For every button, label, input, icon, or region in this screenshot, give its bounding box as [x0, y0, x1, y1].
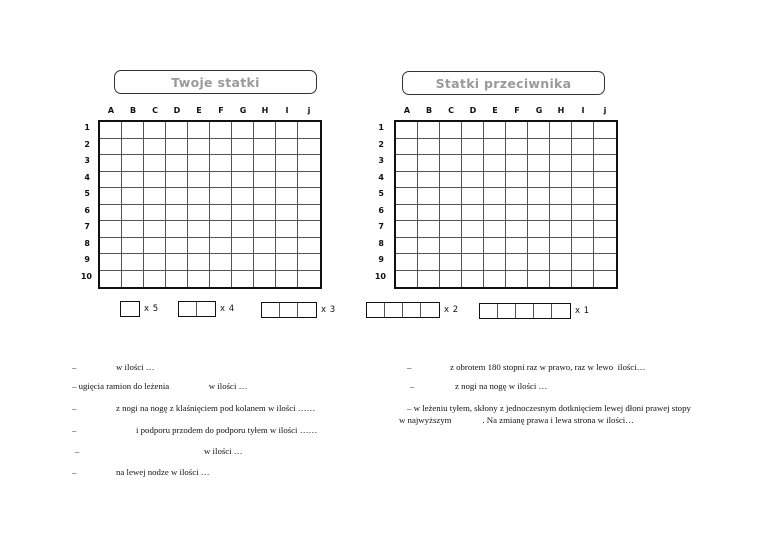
grid-cell[interactable] [528, 271, 550, 288]
grid-cell[interactable] [276, 238, 298, 255]
grid-cell[interactable] [462, 254, 484, 271]
column-label: G [239, 106, 247, 115]
exercise-line: – w leżeniu tyłem, skłony z jednoczesnym dotknięciem lewej dłoni prawej stopy [407, 403, 691, 413]
grid-cell[interactable] [122, 254, 144, 271]
grid-cell[interactable] [100, 221, 122, 238]
grid-cell[interactable] [298, 238, 320, 255]
grid-cell[interactable] [572, 122, 594, 139]
exercise-line: z nogi na nogę z klaśnięciem pod kolanem w ilości …… [116, 403, 316, 413]
grid-cell[interactable] [418, 155, 440, 172]
grid-cell[interactable] [100, 172, 122, 189]
grid-cell[interactable] [440, 271, 462, 288]
row-label: 1 [378, 123, 384, 132]
ship-shape-3 [261, 302, 317, 318]
grid-cell[interactable] [572, 139, 594, 156]
grid-cell[interactable] [594, 221, 616, 238]
grid-cell[interactable] [210, 172, 232, 189]
grid-cell[interactable] [572, 188, 594, 205]
ship-legend-5 [479, 303, 590, 319]
exercise-line: – ugięcia ramion do leżenia w ilości … [72, 381, 248, 391]
ship-segment [403, 303, 421, 317]
grid-cell[interactable] [232, 122, 254, 139]
grid-cell[interactable] [166, 122, 188, 139]
ship-shape-1 [120, 301, 140, 317]
grid-cell[interactable] [550, 155, 572, 172]
grid-cell[interactable] [396, 271, 418, 288]
grid-cell[interactable] [298, 139, 320, 156]
exercise-line: z nogi na nogę w ilości … [455, 381, 548, 391]
grid-cell[interactable] [550, 221, 572, 238]
grid-cell[interactable] [254, 122, 276, 139]
grid-cell[interactable] [232, 172, 254, 189]
grid-cell[interactable] [188, 254, 210, 271]
grid-cell[interactable] [528, 122, 550, 139]
exercise-dash: – [72, 362, 77, 372]
column-label: j [603, 106, 607, 115]
grid-cell[interactable] [550, 254, 572, 271]
grid-cell[interactable] [210, 139, 232, 156]
exercise-dash: – [72, 403, 77, 413]
grid-cell[interactable] [506, 155, 528, 172]
own-board-title: Twoje statki [114, 70, 317, 94]
grid-cell[interactable] [440, 172, 462, 189]
grid-cell[interactable] [100, 271, 122, 288]
ship-count: x 4 [220, 304, 235, 314]
grid-cell[interactable] [144, 122, 166, 139]
grid-cell[interactable] [122, 155, 144, 172]
grid-cell[interactable] [122, 238, 144, 255]
grid-cell[interactable] [462, 122, 484, 139]
own-board-grid [98, 120, 322, 289]
grid-cell[interactable] [418, 188, 440, 205]
grid-cell[interactable] [440, 238, 462, 255]
ship-segment [421, 303, 439, 317]
grid-cell[interactable] [594, 188, 616, 205]
column-label: F [514, 106, 520, 115]
exercise-dash: – [75, 446, 80, 456]
ship-segment [298, 303, 316, 317]
grid-cell[interactable] [210, 271, 232, 288]
grid-cell[interactable] [210, 205, 232, 222]
grid-cell[interactable] [440, 254, 462, 271]
grid-cell[interactable] [188, 238, 210, 255]
grid-cell[interactable] [572, 238, 594, 255]
grid-cell[interactable] [418, 254, 440, 271]
grid-cell[interactable] [276, 139, 298, 156]
grid-cell[interactable] [506, 172, 528, 189]
grid-cell[interactable] [396, 122, 418, 139]
grid-cell[interactable] [506, 221, 528, 238]
row-label: 4 [378, 172, 384, 182]
grid-cell[interactable] [462, 221, 484, 238]
grid-cell[interactable] [100, 188, 122, 205]
grid-cell[interactable] [122, 172, 144, 189]
grid-cell[interactable] [254, 271, 276, 288]
grid-cell[interactable] [572, 172, 594, 189]
row-label: 6 [378, 205, 384, 215]
grid-cell[interactable] [418, 139, 440, 156]
grid-cell[interactable] [594, 238, 616, 255]
exercise-line: w ilości … [204, 446, 243, 456]
grid-cell[interactable] [210, 155, 232, 172]
ship-shape-5 [479, 303, 571, 319]
grid-cell[interactable] [484, 221, 506, 238]
ship-count: x 2 [444, 305, 459, 315]
ship-legend-4 [366, 302, 459, 318]
grid-cell[interactable] [232, 221, 254, 238]
grid-cell[interactable] [484, 155, 506, 172]
ship-count: x 1 [575, 306, 590, 316]
grid-cell[interactable] [122, 205, 144, 222]
grid-cell[interactable] [396, 205, 418, 222]
grid-cell[interactable] [550, 139, 572, 156]
grid-cell[interactable] [550, 238, 572, 255]
grid-cell[interactable] [572, 271, 594, 288]
grid-cell[interactable] [166, 205, 188, 222]
grid-cell[interactable] [462, 205, 484, 222]
grid-cell[interactable] [298, 122, 320, 139]
grid-cell[interactable] [166, 254, 188, 271]
grid-cell[interactable] [298, 271, 320, 288]
grid-cell[interactable] [506, 188, 528, 205]
grid-cell[interactable] [166, 139, 188, 156]
grid-cell[interactable] [484, 205, 506, 222]
grid-cell[interactable] [276, 221, 298, 238]
grid-cell[interactable] [210, 122, 232, 139]
column-label: A [107, 106, 115, 115]
grid-cell[interactable] [254, 139, 276, 156]
grid-cell[interactable] [594, 155, 616, 172]
grid-cell[interactable] [396, 238, 418, 255]
grid-cell[interactable] [440, 205, 462, 222]
grid-cell[interactable] [528, 254, 550, 271]
grid-cell[interactable] [484, 139, 506, 156]
grid-cell[interactable] [100, 122, 122, 139]
grid-cell[interactable] [594, 254, 616, 271]
column-label: C [448, 106, 454, 115]
grid-cell[interactable] [144, 172, 166, 189]
grid-cell[interactable] [298, 221, 320, 238]
column-label: I [581, 106, 585, 115]
grid-cell[interactable] [418, 238, 440, 255]
grid-cell[interactable] [254, 205, 276, 222]
ship-shape-4 [366, 302, 440, 318]
grid-cell[interactable] [528, 155, 550, 172]
grid-cell[interactable] [254, 254, 276, 271]
column-label: G [535, 106, 543, 115]
grid-cell[interactable] [100, 254, 122, 271]
grid-cell[interactable] [440, 221, 462, 238]
exercise-line: w ilości … [116, 362, 155, 372]
grid-cell[interactable] [254, 221, 276, 238]
row-label: 8 [84, 238, 90, 248]
grid-cell[interactable] [572, 205, 594, 222]
grid-cell[interactable] [188, 139, 210, 156]
grid-cell[interactable] [188, 122, 210, 139]
grid-cell[interactable] [572, 254, 594, 271]
row-label: 3 [84, 156, 90, 165]
grid-cell[interactable] [462, 172, 484, 189]
grid-cell[interactable] [276, 188, 298, 205]
grid-cell[interactable] [232, 254, 254, 271]
grid-cell[interactable] [232, 139, 254, 156]
grid-cell[interactable] [188, 172, 210, 189]
grid-cell[interactable] [210, 188, 232, 205]
grid-cell[interactable] [528, 172, 550, 189]
grid-cell[interactable] [298, 205, 320, 222]
grid-cell[interactable] [254, 238, 276, 255]
grid-cell[interactable] [418, 221, 440, 238]
grid-cell[interactable] [462, 188, 484, 205]
grid-cell[interactable] [396, 155, 418, 172]
column-label: H [557, 106, 565, 115]
row-label: 9 [84, 255, 90, 264]
grid-cell[interactable] [100, 238, 122, 255]
grid-cell[interactable] [210, 254, 232, 271]
grid-cell[interactable] [506, 238, 528, 255]
grid-cell[interactable] [210, 238, 232, 255]
grid-cell[interactable] [298, 172, 320, 189]
grid-cell[interactable] [100, 205, 122, 222]
grid-cell[interactable] [418, 271, 440, 288]
column-label: E [492, 106, 498, 115]
ship-segment [280, 303, 298, 317]
ship-segment [385, 303, 403, 317]
grid-cell[interactable] [528, 139, 550, 156]
ship-shape-2 [178, 301, 216, 317]
grid-cell[interactable] [188, 188, 210, 205]
grid-cell[interactable] [122, 271, 144, 288]
grid-cell[interactable] [298, 254, 320, 271]
grid-cell[interactable] [572, 155, 594, 172]
exercise-line: w najwyższym . Na zmianę prawa i lewa strona w ilości… [399, 415, 635, 425]
grid-cell[interactable] [166, 238, 188, 255]
grid-cell[interactable] [506, 271, 528, 288]
grid-cell[interactable] [144, 155, 166, 172]
row-label: 9 [378, 255, 384, 264]
row-label: 2 [84, 139, 90, 149]
ship-segment [480, 304, 498, 318]
grid-cell[interactable] [550, 122, 572, 139]
grid-cell[interactable] [396, 188, 418, 205]
grid-cell[interactable] [506, 139, 528, 156]
grid-cell[interactable] [550, 172, 572, 189]
grid-cell[interactable] [528, 238, 550, 255]
grid-cell[interactable] [528, 188, 550, 205]
ship-segment [498, 304, 516, 318]
grid-cell[interactable] [572, 221, 594, 238]
grid-cell[interactable] [594, 271, 616, 288]
grid-cell[interactable] [276, 155, 298, 172]
grid-cell[interactable] [232, 188, 254, 205]
grid-cell[interactable] [418, 172, 440, 189]
grid-cell[interactable] [528, 205, 550, 222]
ship-segment [516, 304, 534, 318]
grid-cell[interactable] [396, 221, 418, 238]
grid-cell[interactable] [188, 155, 210, 172]
exercise-dash: – [72, 425, 77, 435]
row-label: 4 [84, 172, 90, 182]
column-label: D [469, 106, 477, 115]
grid-cell[interactable] [484, 238, 506, 255]
grid-cell[interactable] [276, 205, 298, 222]
grid-cell[interactable] [276, 271, 298, 288]
grid-cell[interactable] [122, 188, 144, 205]
grid-cell[interactable] [506, 254, 528, 271]
grid-cell[interactable] [462, 155, 484, 172]
grid-cell[interactable] [166, 271, 188, 288]
exercise-line: z obrotem 180 stopni raz w prawo, raz w lewo ilości… [450, 362, 646, 372]
grid-cell[interactable] [550, 271, 572, 288]
grid-cell[interactable] [166, 155, 188, 172]
grid-cell[interactable] [254, 188, 276, 205]
column-label: A [403, 106, 411, 115]
column-label: D [173, 106, 181, 115]
grid-cell[interactable] [396, 254, 418, 271]
exercise-dash: – [72, 467, 77, 477]
grid-cell[interactable] [100, 139, 122, 156]
ship-legend-3 [261, 302, 336, 318]
grid-cell[interactable] [166, 172, 188, 189]
grid-cell[interactable] [506, 205, 528, 222]
row-label: 5 [378, 189, 384, 198]
grid-cell[interactable] [594, 205, 616, 222]
row-label: 6 [84, 205, 90, 215]
ship-segment [552, 304, 570, 318]
column-label: H [261, 106, 269, 115]
grid-cell[interactable] [462, 238, 484, 255]
enemy-board-title: Statki przeciwnika [402, 71, 605, 95]
grid-cell[interactable] [232, 155, 254, 172]
exercise-line: i podporu przodem do podporu tyłem w ilości …… [136, 425, 318, 435]
grid-cell[interactable] [550, 205, 572, 222]
grid-cell[interactable] [594, 172, 616, 189]
grid-cell[interactable] [462, 139, 484, 156]
grid-cell[interactable] [298, 155, 320, 172]
grid-cell[interactable] [418, 122, 440, 139]
grid-cell[interactable] [484, 172, 506, 189]
column-label: E [196, 106, 202, 115]
grid-cell[interactable] [122, 139, 144, 156]
grid-cell[interactable] [418, 205, 440, 222]
grid-cell[interactable] [232, 271, 254, 288]
grid-cell[interactable] [276, 172, 298, 189]
grid-cell[interactable] [440, 139, 462, 156]
grid-cell[interactable] [484, 188, 506, 205]
grid-cell[interactable] [276, 254, 298, 271]
grid-cell[interactable] [144, 238, 166, 255]
grid-cell[interactable] [484, 122, 506, 139]
grid-cell[interactable] [144, 188, 166, 205]
ship-segment [367, 303, 385, 317]
grid-cell[interactable] [122, 122, 144, 139]
ship-legend-1 [120, 301, 159, 317]
row-label: 2 [378, 139, 384, 149]
grid-cell[interactable] [210, 221, 232, 238]
ship-legend-2 [178, 301, 235, 317]
enemy-board-grid [394, 120, 618, 289]
column-label: F [218, 106, 224, 115]
column-label: C [152, 106, 158, 115]
column-label: j [307, 106, 311, 115]
ship-segment [179, 302, 197, 316]
exercise-line: na lewej nodze w ilości … [116, 467, 210, 477]
grid-cell[interactable] [166, 188, 188, 205]
grid-cell[interactable] [396, 139, 418, 156]
grid-cell[interactable] [144, 254, 166, 271]
grid-cell[interactable] [528, 221, 550, 238]
ship-segment [262, 303, 280, 317]
ship-segment [197, 302, 215, 316]
grid-cell[interactable] [462, 271, 484, 288]
row-label: 7 [84, 222, 90, 231]
ship-count: x 5 [144, 304, 159, 314]
grid-cell[interactable] [144, 221, 166, 238]
grid-cell[interactable] [484, 254, 506, 271]
grid-cell[interactable] [440, 188, 462, 205]
grid-cell[interactable] [550, 188, 572, 205]
exercise-dash: – [410, 381, 415, 391]
exercise-dash: – [407, 362, 412, 372]
grid-cell[interactable] [100, 155, 122, 172]
grid-cell[interactable] [594, 122, 616, 139]
grid-cell[interactable] [396, 172, 418, 189]
grid-cell[interactable] [122, 221, 144, 238]
grid-cell[interactable] [232, 238, 254, 255]
row-label: 3 [378, 156, 384, 165]
grid-cell[interactable] [144, 139, 166, 156]
grid-cell[interactable] [298, 188, 320, 205]
grid-cell[interactable] [440, 155, 462, 172]
grid-cell[interactable] [484, 271, 506, 288]
grid-cell[interactable] [440, 122, 462, 139]
grid-cell[interactable] [188, 271, 210, 288]
ship-segment [121, 302, 139, 316]
column-label: B [129, 106, 137, 115]
row-label: 8 [378, 238, 384, 248]
grid-cell[interactable] [188, 205, 210, 222]
grid-cell[interactable] [144, 205, 166, 222]
grid-cell[interactable] [506, 122, 528, 139]
grid-cell[interactable] [254, 172, 276, 189]
grid-cell[interactable] [166, 221, 188, 238]
column-label: B [425, 106, 433, 115]
row-label: 10 [374, 271, 386, 281]
ship-count: x 3 [321, 305, 336, 315]
grid-cell[interactable] [254, 155, 276, 172]
grid-cell[interactable] [144, 271, 166, 288]
row-label: 10 [80, 271, 92, 281]
row-label: 7 [378, 222, 384, 231]
column-label: I [285, 106, 289, 115]
grid-cell[interactable] [594, 139, 616, 156]
grid-cell[interactable] [188, 221, 210, 238]
row-label: 1 [84, 123, 90, 132]
grid-cell[interactable] [232, 205, 254, 222]
grid-cell[interactable] [276, 122, 298, 139]
row-label: 5 [84, 189, 90, 198]
ship-segment [534, 304, 552, 318]
